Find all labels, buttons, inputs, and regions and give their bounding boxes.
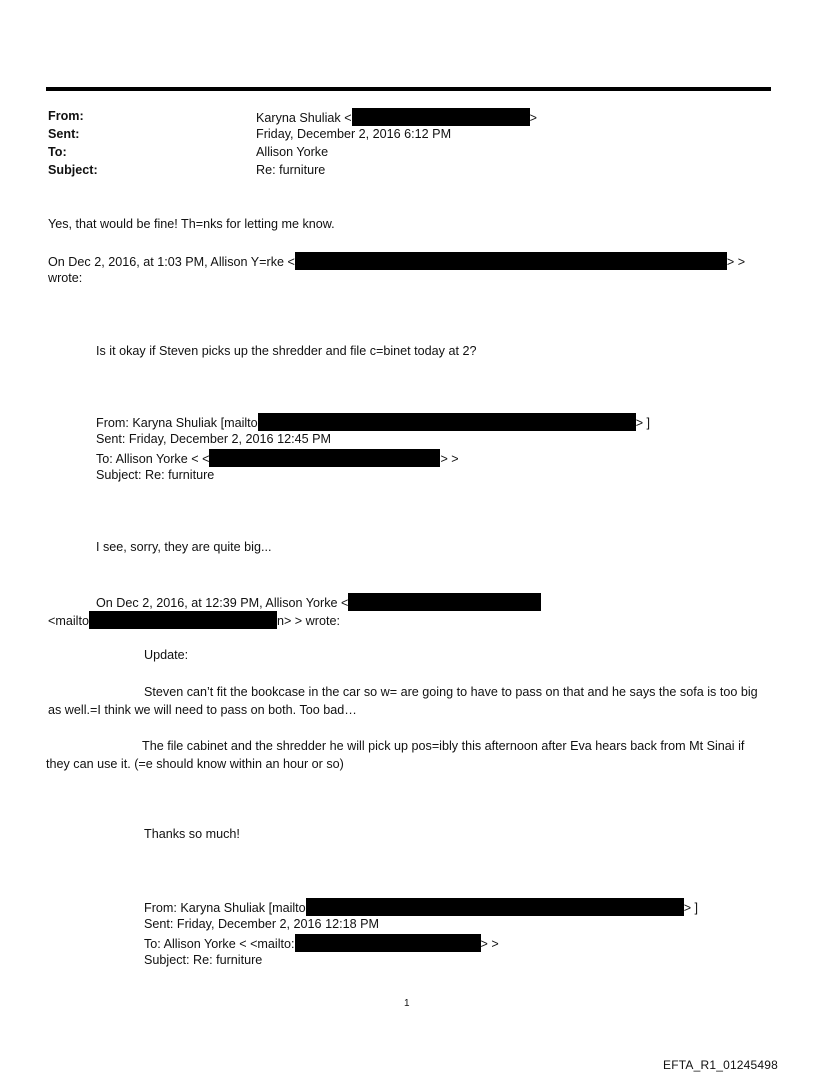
quote2-prefix: On Dec 2, 2016, at 12:39 PM, Allison Yorke < [96,596,349,610]
quote1-prefix: On Dec 2, 2016, at 1:03 PM, Allison Y=rke < [48,255,295,269]
document-id: EFTA_R1_01245498 [663,1058,779,1072]
redaction-block [209,449,440,467]
quote1-line [48,252,745,270]
thanks-text: Thanks so much! [144,827,240,841]
q3-subject: Subject: Re: furniture [144,953,263,967]
header-rule [46,87,771,91]
redaction-block [258,413,636,431]
quote2-line [96,593,541,611]
q1-to-suffix: > > [440,452,459,466]
redaction-block [348,593,541,611]
q3-to-prefix: To: Allison Yorke < <mailto: [144,937,295,951]
q1-subject: Subject: Re: furniture [96,468,215,482]
from-value [256,108,537,126]
paragraph-bookcase: Steven can’t fit the bookcase in the car so w= are going to have to pass on that and he says the sofa is too big as well.=I think we will need to pass on both. Too bad… [48,685,758,717]
sent-value: Friday, December 2, 2016 6:12 PM [256,127,452,141]
redaction-block [89,611,277,629]
subject-label: Subject: [48,163,98,177]
quote1-suffix: > > [726,255,746,269]
quote1-wrote: wrote: [48,271,83,285]
quote2-suffix: n> > wrote: [276,614,340,628]
redaction-block [352,108,530,126]
q1-sent: Sent: Friday, December 2, 2016 12:45 PM [96,432,331,446]
page-number: 1 [404,998,410,1009]
sent-label: Sent: [48,127,80,141]
q1-from-suffix: > ] [635,416,651,430]
q1-message: Is it okay if Steven picks up the shredder and file c=binet today at 2? [96,344,477,358]
to-value: Allison Yorke [256,145,329,159]
q3-sent: Sent: Friday, December 2, 2016 12:18 PM [144,917,379,931]
q3-to-suffix: > > [480,937,499,951]
q1-from-prefix: From: Karyna Shuliak [mailto [96,416,258,430]
q1-to-prefix: To: Allison Yorke < < [96,452,210,466]
q3-from [144,898,698,916]
from-close: > [529,111,537,125]
redaction-block [306,898,684,916]
q3-from-prefix: From: Karyna Shuliak [mailto [144,901,306,915]
quote2-mailto-line [48,611,340,629]
reply-text: Yes, that would be fine! Th=nks for letting me know. [48,217,335,231]
q1-from [96,413,650,431]
q3-from-suffix: > ] [683,901,699,915]
q3-to [144,934,499,952]
from-label: From: [48,109,84,123]
q1-to [96,449,459,467]
q2-message: I see, sorry, they are quite big... [96,540,272,554]
subject-value: Re: furniture [256,163,326,177]
to-label: To: [48,145,67,159]
redaction-block [295,934,481,952]
from-name: Karyna Shuliak < [256,111,352,125]
paragraph-file-cabinet: The file cabinet and the shredder he will pick up pos=ibly this afternoon after Eva hears back from Mt Sinai if they can use it. (=e should know within an hour or so) [46,739,745,771]
update-label: Update: [144,648,189,662]
redaction-block [295,252,727,270]
quote2-mailto: <mailto [48,614,89,628]
